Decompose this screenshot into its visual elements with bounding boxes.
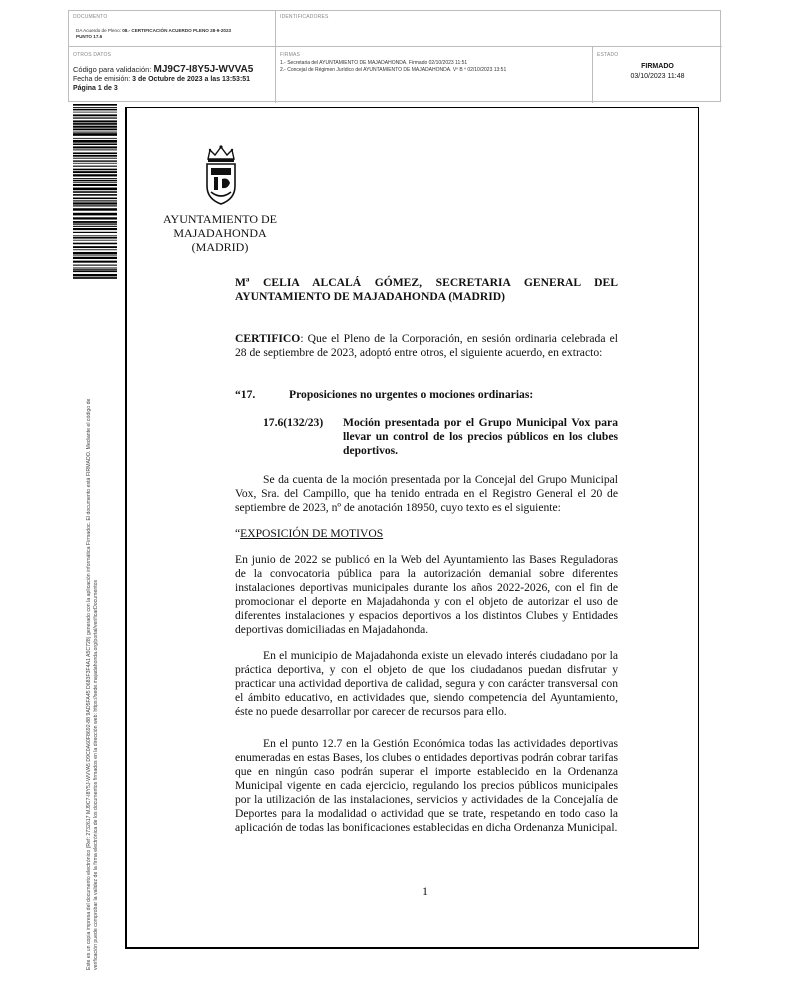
barcode-bar: [73, 114, 117, 116]
barcode-bar: [73, 152, 117, 154]
barcode-bar: [73, 171, 117, 173]
barcode-bar: [73, 160, 117, 161]
barcode-bar: [73, 194, 117, 196]
barcode-bar: [73, 198, 117, 200]
document-header: [68, 10, 721, 102]
barcode-bar: [73, 202, 117, 204]
otros-datos-cell: [69, 47, 276, 103]
barcode-bar: [73, 223, 117, 224]
barcode-bar: [73, 228, 117, 230]
barcode-bar: [73, 208, 117, 210]
barcode-image: [73, 104, 117, 279]
barcode-bar: [73, 274, 117, 276]
barcode-bar: [73, 143, 117, 145]
motion-title: Moción presentada por el Grupo Municipal Vox para llevar un control de los precios públicos en los clubes deportivos.: [343, 416, 618, 457]
barcode-bar: [73, 120, 117, 122]
identificadores-cell: [276, 11, 722, 47]
estado-label: ESTADO: [597, 52, 619, 58]
barcode-bar: [73, 163, 117, 164]
status-badge: FIRMADO 03/10/2023 11:48: [630, 63, 685, 80]
barcode-bar: [73, 180, 117, 182]
barcode-bar: [73, 265, 117, 266]
heading-line-2: AYUNTAMIENTO DE MAJADAHONDA (MADRID): [235, 290, 505, 303]
barcode-bar: [73, 243, 117, 245]
barcode-bar: [73, 191, 117, 193]
validation-code[interactable]: MJ9C7-I8Y5J-WVVA5: [153, 64, 254, 75]
barcode-bar: [73, 123, 117, 125]
paragraph-3: En el punto 12.7 en la Gestión Económica todas las actividades deportivas enumeradas en estas Bases, los clubes o entidades deportivas podrán cobrar tarifas que en ningún caso podrán superar el importe establecido en la Ordenanza Municipal vigente en cada ejercicio, regulando los precios públicos municipales por la utilización de las instalaciones, servicios y actividades de la Concejalía de Deportes para la modalidad o actividad que se trate, respetando en todo caso la aplicación de todas las bonificaciones establecidas en dicha Ordenanza Municipal.: [235, 737, 618, 834]
estado-cell: [593, 47, 722, 103]
documento-value: DA Acuerdo de Pleno: 08.- CERTIFICACIÓN ACUERDO PLENO 28-9-2023 PUNTO 17.6: [76, 28, 232, 39]
barcode-bar: [73, 246, 117, 248]
issue-date-row: Fecha de emisión: 3 de Octubre de 2023 a las 13:53:51: [73, 76, 251, 83]
barcode-bar: [73, 112, 117, 113]
barcode-bar: [73, 184, 117, 186]
barcode-bar: [73, 235, 117, 236]
paragraph-cuenta: Se da cuenta de la moción presentada por la Concejal del Grupo Municipal Vox, Sra. del Campillo, que ha tenido entrada en el Registro General el 20 de septiembre de 2023, nº de anotación 18950, cuyo texto es el siguiente:: [235, 473, 618, 514]
verification-side-note: Este es un copia impresa del documento electrónico (Ref: 2732617 MJ9C7-I8Y5J-WVVA5 D9C0A60F8692-88 9AD5FA45 D683F3F4A1 A5C728) generado con la aplicación informática Firmadoc. El documento está FIRMADO. Mediante el código de verificación puede comprobar la validez de la firma electrónica de los documentos firmados en la dirección web: https://sede.majadahonda.org/portal/verificarDocumentos: [86, 398, 99, 970]
coat-of-arms-icon: [202, 144, 240, 206]
barcode-bar: [73, 269, 117, 270]
barcode-bar: [73, 109, 117, 111]
firmas-cell: [276, 47, 593, 103]
signature-1: 1.- Secretaria del AYUNTAMIENTO DE MAJADAHONDA. Firmado 02/10/2023 11:51: [280, 60, 468, 66]
barcode-bar: [73, 188, 117, 191]
barcode-bar: [73, 149, 117, 150]
barcode-bar: [73, 213, 117, 216]
barcode-bar: [73, 261, 117, 263]
documento-label: DOCUMENTO: [73, 14, 108, 20]
barcode-bar: [73, 217, 117, 219]
barcode-bar: [73, 158, 117, 159]
barcode-bar: [73, 205, 117, 206]
section-title: Proposiciones no urgentes o mociones ordinarias:: [289, 388, 534, 401]
page-count: Página 1 de 3: [73, 85, 118, 92]
barcode-bar: [73, 257, 117, 259]
barcode-bar: [73, 140, 117, 143]
barcode-bar: [73, 166, 117, 167]
barcode-bar: [73, 270, 117, 272]
section-number: “17.: [235, 388, 256, 401]
documento-cell: [69, 11, 276, 47]
barcode-bar: [73, 133, 117, 136]
barcode-bar: [73, 128, 117, 130]
page-number: 1: [422, 884, 428, 898]
barcode-bar: [73, 237, 117, 239]
barcode-bar: [73, 200, 117, 201]
certifico-paragraph: CERTIFICO: Que el Pleno de la Corporación, en sesión ordinaria celebrada el 28 de septiembre de 2023, adoptó entre otros, el siguiente acuerdo, en extracto:: [235, 332, 618, 359]
barcode-bar: [73, 132, 117, 133]
identificadores-label: IDENTIFICADORES: [280, 14, 329, 20]
barcode-bar: [73, 174, 117, 176]
signature-2: 2.- Concejal de Régimen Jurídico del AYUNTAMIENTO DE MAJADAHONDA. Vº B º 02/10/2023 13:51: [280, 67, 507, 73]
paragraph-2: En el municipio de Majadahonda existe un elevado interés ciudadano por la práctica deportiva, y con el objeto de que los ciudadanos puedan disfrutar y practicar una actividad deportiva de calidad, segura y con carácter transversal con el ámbito educativo, en actividades que, siendo competencia del Ayuntamiento, éste no puede desarrollar por carecer de recursos para ello.: [235, 649, 618, 718]
barcode-bar: [73, 138, 117, 139]
letterhead: AYUNTAMIENTO DE MAJADAHONDA (MADRID): [162, 212, 278, 254]
barcode-bar: [73, 221, 117, 223]
barcode-bar: [73, 155, 117, 157]
barcode-bar: [73, 255, 117, 256]
barcode-bar: [73, 146, 117, 148]
paragraph-1: En junio de 2022 se publicó en la Web del Ayuntamiento las Bases Reguladoras de la convocatoria pública para la autorización demanial sobre diferentes instalaciones deportivas municipales durante los años 2022-2026, con el fin de promocionar el deporte en Majadahonda y con el objeto de autorizar el uso de diferentes instalaciones y espacios deportivos a los distintos Clubes y Entidades deportivas domiciliadas en Majadahonda.: [235, 553, 618, 636]
barcode-bar: [73, 104, 117, 106]
barcode-bar: [73, 240, 117, 241]
certifico-label: CERTIFICO: [235, 332, 301, 345]
barcode-bar: [73, 277, 117, 279]
heading-line-1: Mª CELIA ALCALÁ GÓMEZ, SECRETARIA GENERAL DEL: [235, 276, 618, 289]
motion-number: 17.6(132/23): [263, 416, 324, 429]
validation-code-row: Código para validación: MJ9C7-I8Y5J-WVVA5: [73, 64, 254, 75]
barcode-bar: [73, 107, 117, 108]
barcode-bar: [73, 252, 117, 255]
barcode-bar: [73, 226, 117, 227]
doc-heading: [235, 276, 618, 304]
issue-date: 3 de Octubre de 2023 a las 13:53:51: [132, 76, 251, 83]
barcode-bar: [73, 268, 117, 269]
exposicion-title: “EXPOSICIÓN DE MOTIVOS: [235, 527, 384, 540]
barcode-bar: [73, 117, 117, 118]
barcode-bar: [73, 249, 117, 250]
barcode-bar: [73, 232, 117, 233]
barcode-bar: [73, 169, 117, 171]
barcode-bar: [73, 182, 117, 183]
otros-datos-label: OTROS DATOS: [73, 52, 112, 58]
section-heading: [235, 388, 533, 401]
barcode-bar: [73, 178, 117, 179]
firmas-label: FIRMAS: [280, 52, 301, 58]
barcode-bar: [73, 126, 117, 128]
